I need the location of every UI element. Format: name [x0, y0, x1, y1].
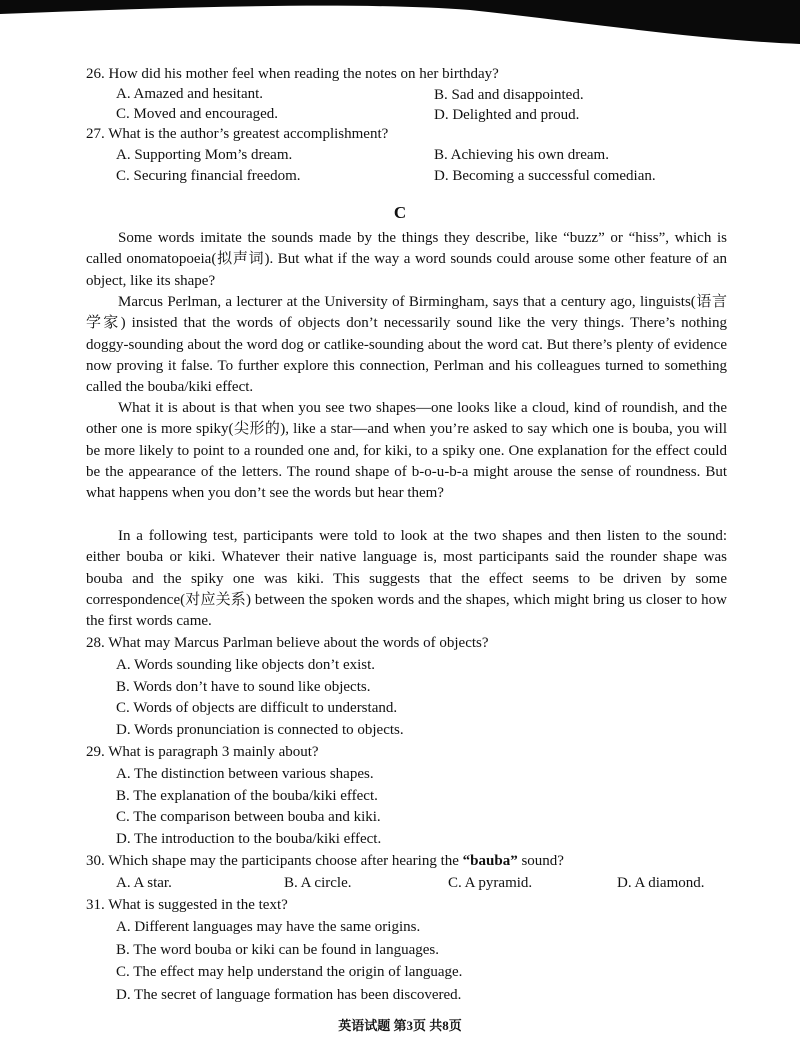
- q28-option-d: D. Words pronunciation is connected to objects.: [116, 722, 404, 738]
- q30-option-d: D. A diamond.: [617, 875, 705, 891]
- q30-option-a: A. A star.: [116, 875, 172, 891]
- q26-option-a: A. Amazed and hesitant.: [116, 86, 264, 102]
- q30-stem-start: 30. Which shape may the participants choose after hearing the: [86, 853, 463, 869]
- q30-option-b: B. A circle.: [284, 875, 352, 891]
- question-31-stem: 31. What is suggested in the text?: [86, 897, 288, 913]
- q26-option-d: D. Delighted and proud.: [434, 107, 580, 123]
- q29-option-d: D. The introduction to the bouba/kiki effect.: [116, 831, 382, 847]
- q27-option-b: B. Achieving his own dream.: [434, 147, 609, 163]
- q27-option-c: C. Securing financial freedom.: [116, 168, 301, 184]
- question-28-stem: 28. What may Marcus Parlman believe about the words of objects?: [86, 635, 489, 651]
- q31-option-a: A. Different languages may have the same origins.: [116, 919, 421, 935]
- passage-paragraph-3: What it is about is that when you see two shapes—one looks like a cloud, kind of roundish, and the other one is more spiky(尖形的), like a star—and when you’re asked to say which one is bouba, you will be more likely to point to a rounded one and, for kiki, to a spiky one. One explanation for the effect could be the appearance of the letters. The round shape of b-o-u-b-a might arouse the sense of roundness. But what happens when you don’t see the words but hear them?: [86, 400, 727, 502]
- q31-option-b: B. The word bouba or kiki can be found in languages.: [116, 942, 439, 958]
- section-heading: C: [393, 203, 407, 222]
- page-footer: 英语试题 第3页 共8页: [338, 1018, 462, 1033]
- q28-option-a: A. Words sounding like objects don’t exist.: [116, 657, 376, 673]
- passage-paragraph-4: In a following test, participants were told to look at the two shapes and then listen to the sound: either bouba or kiki. Whatever their native language is, most participants said the rounder shape was bouba and the spiky one was kiki. This suggests that the effect seems to be driven by some correspondence(对应关系) between the spoken words and the shapes, which might bring us closer to how the first words came.: [86, 528, 727, 630]
- q29-option-c: C. The comparison between bouba and kiki.: [116, 809, 381, 825]
- q31-option-d: D. The secret of language formation has been discovered.: [116, 987, 462, 1003]
- question-26-stem: 26. How did his mother feel when reading the notes on her birthday?: [86, 66, 499, 82]
- q30-stem-keyword: “bauba”: [462, 853, 518, 869]
- q30-option-c: C. A pyramid.: [448, 875, 533, 891]
- question-29-stem: 29. What is paragraph 3 mainly about?: [86, 744, 319, 760]
- q27-option-d: D. Becoming a successful comedian.: [434, 168, 656, 184]
- q31-option-c: C. The effect may help understand the origin of language.: [116, 964, 463, 980]
- passage-paragraph-2: Marcus Perlman, a lecturer at the University of Birmingham, says that a century ago, linguists(语言学家) insisted that the words of objects don’t necessarily sound like the very things. There’s nothing doggy-sounding about the word dog or catlike-sounding about the word cat. But there’s plenty of evidence now proving it false. To further explore this connection, Perlman and his colleagues turned to something called the bouba/kiki effect.: [86, 294, 727, 396]
- question-27-stem: 27. What is the author’s greatest accomplishment?: [86, 126, 389, 142]
- q27-option-a: A. Supporting Mom’s dream.: [116, 147, 293, 163]
- q26-option-c: C. Moved and encouraged.: [116, 106, 279, 122]
- q26-option-b: B. Sad and disappointed.: [434, 87, 584, 103]
- q29-option-b: B. The explanation of the bouba/kiki effect.: [116, 788, 378, 804]
- q29-option-a: A. The distinction between various shapes.: [116, 766, 374, 782]
- q28-option-c: C. Words of objects are difficult to understand.: [116, 700, 398, 716]
- question-30-stem: [86, 851, 564, 871]
- q30-stem-end: sound?: [517, 853, 564, 869]
- q28-option-b: B. Words don’t have to sound like objects.: [116, 679, 371, 695]
- passage-paragraph-1: Some words imitate the sounds made by the things they describe, like “buzz” or “hiss”, which is called onomatopoeia(拟声词). But what if the way a word sounds could arouse some other feature of an object, like its shape?: [86, 230, 727, 289]
